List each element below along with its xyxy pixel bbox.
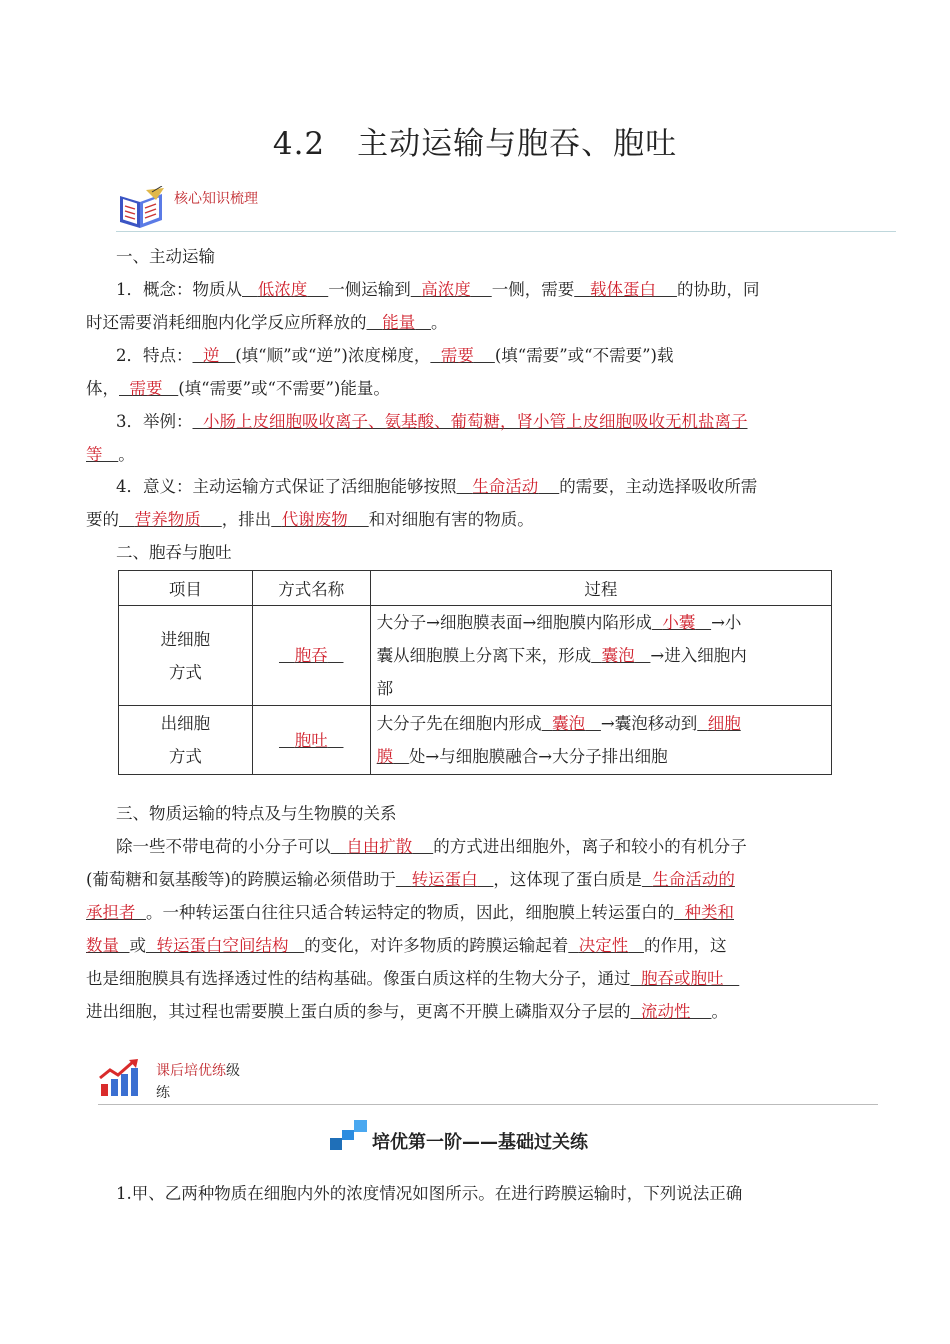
table-header: 方式名称 [252,571,370,606]
answer-blank: 营养物质 [134,510,201,529]
table-cell [252,606,370,706]
page-title: 4.2 主动运输与胞吞、胞吐 [272,126,678,162]
answer-blank: 囊泡 [601,646,635,665]
answer-blank: 承担者 [86,903,136,922]
item3-examples: 3．举例： 小肠上皮细胞吸收离子、氨基酸、葡萄糖，肾小管上皮细胞吸收无机盐离子 等 。 [86,412,748,464]
answer-blank: 种类和 [684,903,734,922]
answer-blank: 需要 [440,346,474,365]
answer-blank: 转运蛋白空间结构 [156,936,289,955]
section-label-core: 核心知识梳理 [174,191,258,207]
answer-blank: 代谢废物 [281,510,348,529]
answer-blank: 数量 [86,936,119,955]
stage-heading: 培优第一阶——基础过关练 [372,1132,588,1153]
notebook-icon [116,186,168,230]
answer-blank: 胞吞 [294,646,328,665]
section1-heading: 一、主动运输 [116,247,215,266]
answer-blank: 等 [86,445,103,464]
table-cell: 大分子先在细胞内形成 囊泡 →囊泡移动到 细胞 膜 处→与细胞膜融合→大分子排出细胞 [370,706,831,775]
answer-blank: 囊泡 [552,714,586,733]
table-header: 项目 [119,571,253,606]
answer-blank: 载体蛋白 [589,280,656,299]
answer-blank: 自由扩散 [346,837,413,856]
table-row [119,606,832,706]
stairs-icon [330,1118,370,1152]
section-header-core [116,186,258,234]
item2-features: 2．特点： 逆 (填“顺”或“逆”)浓度梯度， 需要 (填“需要”或“不需要”)载 体， 需要 (填“需要”或“不需要”)能量。 [86,346,674,398]
section-label-practice: 课后培优练级 练 [156,1063,240,1101]
section3-heading: 三、物质运输的特点及与生物膜的关系 [116,804,397,823]
answer-blank: 能量 [382,313,416,332]
answer-blank: 低浓度 [257,280,308,299]
divider [98,1104,878,1105]
table-row [119,706,832,775]
answer-blank: 决定性 [578,936,629,955]
answer-blank: 小肠上皮细胞吸收离子、氨基酸、葡萄糖，肾小管上皮细胞吸收无机盐离子 [203,412,748,431]
answer-blank: 生命活动 [472,477,539,496]
table-cell [252,706,370,775]
table-header: 过程 [370,571,831,606]
question-1: 1.甲、乙两种物质在细胞内外的浓度情况如图所示。在进行跨膜运输时，下列说法正确 [116,1184,743,1203]
answer-blank: 胞吞或胞吐 [641,969,724,988]
answer-blank: 膜 [376,747,394,766]
table-header-row [119,571,832,606]
table-cell: 大分子→细胞膜表面→细胞膜内陷形成 小囊 →小 囊从细胞膜上分离下来，形成 囊泡 →进入细胞内 部 [370,606,831,706]
answer-blank: 需要 [129,379,163,398]
answer-blank: 细胞 [707,714,741,733]
endo-exo-table [118,570,832,775]
item4-significance: 4．意义：主动运输方式保证了活细胞能够按照 生命活动 的需要，主动选择吸收所需 要的 营养物质 ，排出 代谢废物 和对细胞有害的物质。 [86,477,758,529]
answer-blank: 小囊 [662,613,696,632]
divider [116,231,896,232]
answer-blank: 逆 [203,346,220,365]
section2-heading: 二、胞吞与胞吐 [116,543,232,562]
section3-paragraph: 除一些不带电荷的小分子可以 自由扩散 的方式进出细胞外，离子和较小的有机分子 (葡萄糖和氨基酸等)的跨膜运输必须借助于 转运蛋白 ，这体现了蛋白质是 生命活动的 承担者 。一种转运蛋白往往只适合转运特定的物质，因此，细胞膜上转运蛋白的 种类和 数量 或 转运蛋白空间结构 的变化，对许多物质的跨膜运输起着 决定性 的作用，这 也是细胞膜具有选择透过性的结构基础。像蛋白质这样的生物大分子，通过 胞吞或胞吐 进出细胞，其过程也需要膜上蛋白质的参与，更离不开膜上磷脂双分子层的 流动性 。 [86,837,747,1021]
answer-blank: 胞吐 [294,730,328,750]
answer-blank: 流动性 [641,1002,691,1021]
table-cell: 出细胞 方式 [119,706,253,775]
item1-concept: 1．概念：物质从 低浓度 一侧运输到 高浓度 一侧，需要 载体蛋白 的协助，同 时还需要消耗细胞内化学反应所释放的 能量 。 [86,280,760,332]
answer-blank: 转运蛋白 [411,870,478,889]
answer-blank: 高浓度 [421,280,471,299]
growth-chart-icon [98,1058,142,1098]
answer-blank: 生命活动的 [652,870,735,889]
table-cell: 进细胞 方式 [119,606,253,706]
